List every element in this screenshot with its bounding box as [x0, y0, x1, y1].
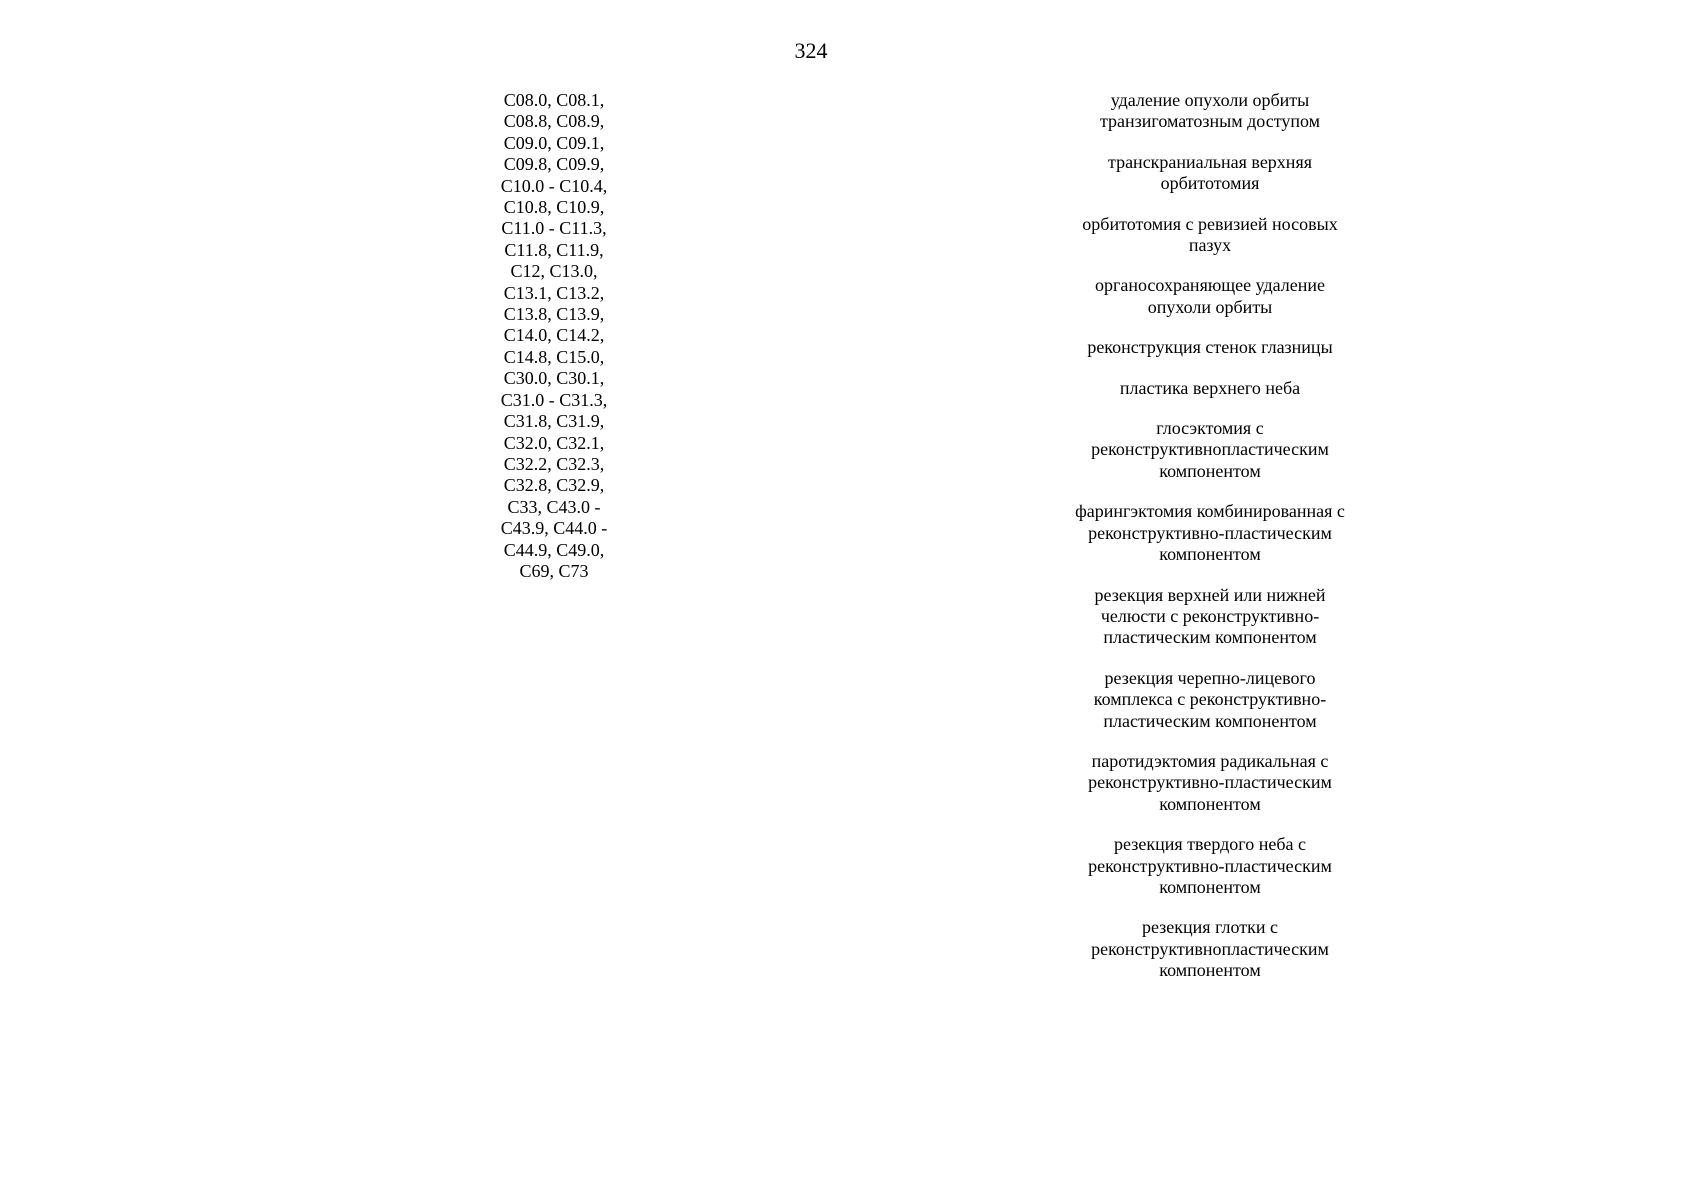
procedure-line: компонентом: [1159, 793, 1261, 814]
procedure-line: транскраниальная верхняя: [1107, 151, 1312, 172]
code-line: C08.0, C08.1,: [503, 90, 605, 110]
procedure-line: резекция черепно-лицевого: [1104, 667, 1316, 688]
procedure-item: [1055, 418, 1365, 482]
code-line: C13.1, C13.2,: [503, 282, 605, 303]
procedure-line: глосэктомия с: [1156, 418, 1264, 439]
procedure-line: транзигоматозным доступом: [1099, 111, 1321, 132]
procedure-item: [1055, 668, 1365, 732]
code-line: C32.2, C32.3,: [503, 453, 605, 474]
procedure-line: пластическим компонентом: [1103, 710, 1317, 731]
procedure-line: резекция глотки с: [1141, 917, 1279, 938]
procedure-line: фарингэктомия комбинированная с: [1075, 501, 1345, 522]
procedure-line: челюсти с реконструктивно-: [1100, 605, 1320, 626]
procedure-line: реконструктивнопластическим: [1091, 439, 1329, 460]
code-line: C44.9, C49.0,: [503, 539, 605, 560]
page-number: 324: [794, 38, 828, 63]
procedure-item: [1055, 751, 1365, 815]
procedure-line: пластика верхнего неба: [1119, 377, 1301, 398]
procedure-line: реконструктивнопластическим: [1091, 938, 1329, 959]
code-line: C11.0 - C11.3,: [501, 218, 607, 239]
procedure-item: [1055, 90, 1365, 133]
code-line: C31.8, C31.9,: [503, 411, 605, 432]
procedure-item: [1055, 378, 1365, 399]
procedure-line: компонентом: [1159, 876, 1261, 897]
procedure-line: реконструктивно-пластическим: [1088, 772, 1332, 793]
code-line: C69, C73: [519, 560, 589, 581]
procedure-line: органосохраняющее удаление: [1094, 275, 1326, 296]
code-line: C09.8, C09.9,: [503, 154, 605, 175]
procedure-line: реконструкция стенок глазницы: [1087, 337, 1333, 358]
procedure-line: опухоли орбиты: [1147, 296, 1273, 317]
procedure-line: компонентом: [1159, 960, 1261, 981]
procedure-line: удаление опухоли орбиты: [1110, 90, 1310, 110]
procedure-item: [1055, 834, 1365, 898]
code-line: C31.0 - C31.3,: [500, 389, 608, 410]
procedure-line: паротидэктомия радикальная с: [1091, 750, 1329, 771]
code-line: C33, C43.0 -: [507, 496, 601, 517]
code-line: C09.0, C09.1,: [503, 132, 605, 153]
code-line: C14.8, C15.0,: [503, 346, 605, 367]
code-line: C11.8, C11.9,: [504, 239, 604, 260]
code-line: C43.9, C44.0 -: [500, 518, 608, 539]
procedure-line: орбитотомия с ревизией носовых: [1082, 213, 1338, 234]
procedure-line: компонентом: [1159, 460, 1261, 481]
code-line: C32.8, C32.9,: [503, 475, 605, 496]
procedure-item: [1055, 152, 1365, 195]
code-line: C13.8, C13.9,: [503, 304, 605, 325]
procedure-item: [1055, 275, 1365, 318]
procedure-line: резекция верхней или нижней: [1094, 584, 1326, 605]
procedure-item: [1055, 917, 1365, 981]
procedure-line: резекция твердого неба с: [1114, 834, 1306, 855]
procedure-line: компонентом: [1159, 544, 1261, 565]
procedure-line: реконструктивно-пластическим: [1088, 855, 1332, 876]
code-line: C32.0, C32.1,: [503, 432, 605, 453]
procedure-line: пазух: [1188, 235, 1232, 256]
icd-codes-column: [469, 90, 639, 582]
code-line: C10.8, C10.9,: [503, 197, 605, 218]
procedure-item: [1055, 214, 1365, 257]
procedures-column: [1055, 90, 1365, 1001]
procedure-line: реконструктивно-пластическим: [1088, 522, 1332, 543]
procedure-item: [1055, 337, 1365, 358]
procedure-item: [1055, 501, 1365, 565]
code-line: C08.8, C08.9,: [503, 111, 605, 132]
code-line: C14.0, C14.2,: [503, 325, 605, 346]
procedure-line: пластическим компонентом: [1103, 627, 1317, 648]
code-line: C10.0 - C10.4,: [500, 175, 608, 196]
code-line: C12, C13.0,: [510, 261, 598, 282]
procedure-item: [1055, 585, 1365, 649]
procedure-line: орбитотомия: [1160, 173, 1260, 194]
procedure-line: комплекса с реконструктивно-: [1093, 689, 1327, 710]
code-line: C30.0, C30.1,: [503, 368, 605, 389]
